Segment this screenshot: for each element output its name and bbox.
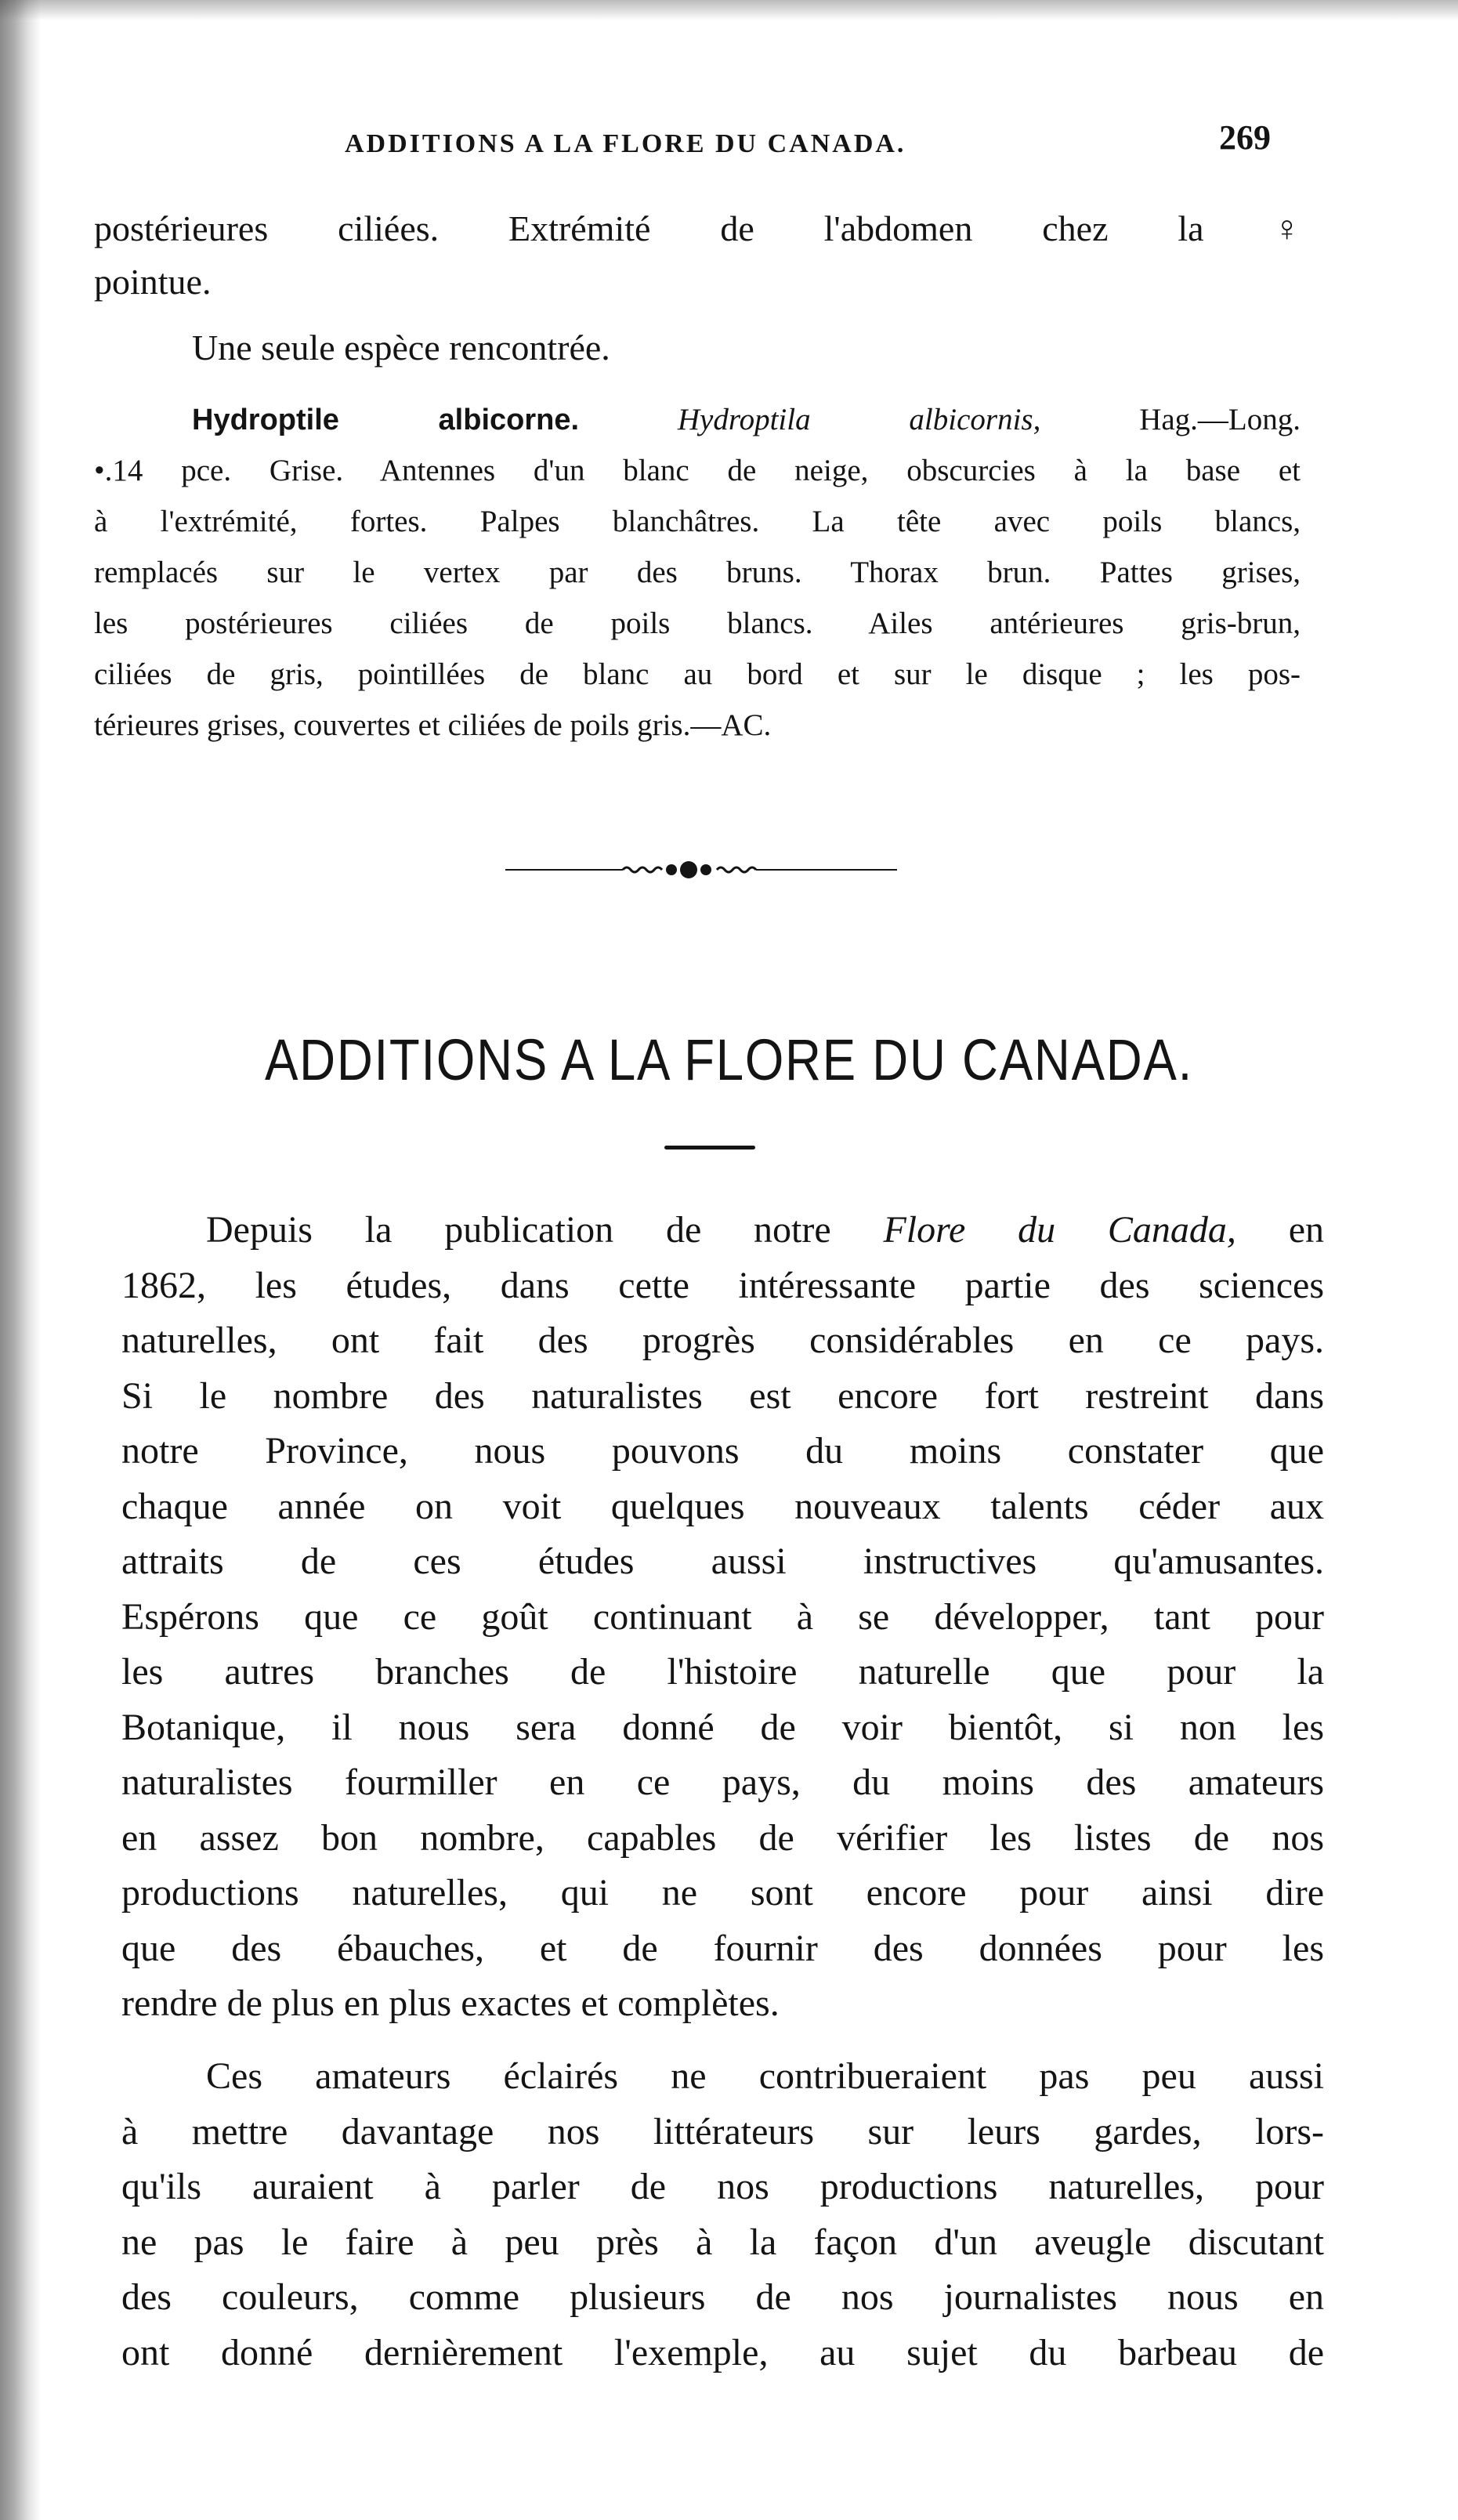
top-paragraph xyxy=(94,202,1301,309)
running-title: ADDITIONS A LA FLORE DU CANADA. xyxy=(345,129,906,158)
paragraph-1-first-line xyxy=(121,1203,1324,1258)
text-line: Ces amateurs éclairés ne contribueraient pas peu aussi xyxy=(206,2055,1324,2097)
species-intro: Une seule espèce rencontrée. xyxy=(192,328,610,368)
text-line: productions naturelles, qui ne sont encore pour ainsi dire xyxy=(121,1872,1324,1914)
text-line: chaque année on voit quelques nouveaux talents céder aux xyxy=(121,1485,1324,1527)
text-line: rendre de plus en plus exactes et complètes. xyxy=(121,1982,780,2024)
text-line: à mettre davantage nos littérateurs sur leurs gardes, lors- xyxy=(121,2110,1324,2152)
text-line: naturalistes fourmiller en ce pays, du moins des amateurs xyxy=(121,1761,1324,1803)
text-line: à l'extrémité, fortes. Palpes blanchâtres. La tête avec poils blancs, xyxy=(94,505,1301,538)
species-heading-tail: Hag.—Long. xyxy=(1139,403,1301,436)
text-line: ne pas le faire à peu près à la façon d'un aveugle discutant xyxy=(121,2221,1324,2263)
text-line: térieures grises, couvertes et ciliées de poils gris.—AC. xyxy=(94,708,772,742)
text-line: Botanique, il nous sera donné de voir bientôt, si non les xyxy=(121,1706,1324,1748)
text-line: pointue. xyxy=(94,262,212,302)
text-line: naturelles, ont fait des progrès considérables en ce pays. xyxy=(121,1320,1324,1361)
text-line: attraits de ces études aussi instructives qu'amusantes. xyxy=(121,1541,1324,1582)
text-line: que des ébauches, et de fournir des données pour les xyxy=(121,1927,1324,1969)
paragraph-1 xyxy=(121,1203,1324,2032)
text-line: qu'ils auraient à parler de nos productions naturelles, pour xyxy=(121,2166,1324,2207)
text-line: remplacés sur le vertex par des bruns. Thorax brun. Pattes grises, xyxy=(94,556,1301,589)
text-line: des couleurs, comme plusieurs de nos journalistes nous en xyxy=(121,2276,1324,2318)
species-entry xyxy=(94,394,1301,751)
scan-edge-shadow xyxy=(0,0,41,2520)
text-line: Si le nombre des naturalistes est encore fort restreint dans xyxy=(121,1374,1324,1417)
first-line-end: en xyxy=(1288,1209,1324,1251)
first-line-start: Depuis la publication de notre xyxy=(206,1209,831,1251)
title-rule xyxy=(664,1146,755,1150)
page-number: 269 xyxy=(1219,118,1271,157)
text-line: ciliées de gris, pointillées de blanc au bord et sur le disque ; les pos- xyxy=(94,657,1301,691)
ornament-divider xyxy=(505,854,897,885)
text-line: 1862, les études, dans cette intéressante partie des sciences xyxy=(121,1264,1324,1306)
text-line: postérieures ciliées. Extrémité de l'abdomen chez la ♀ xyxy=(94,208,1301,248)
species-common-name: Hydroptile albicorne. xyxy=(192,404,580,436)
text-line: Espérons que ce goût continuant à se développer, tant pour xyxy=(121,1595,1324,1638)
species-latin-name: Hydroptila albicornis, xyxy=(677,403,1041,436)
species-heading-line xyxy=(94,394,1301,445)
text-line: en assez bon nombre, capables de vérifier les listes de nos xyxy=(121,1816,1324,1859)
section-title: ADDITIONS A LA FLORE DU CANADA. xyxy=(265,1027,1193,1092)
text-line: les autres branches de l'histoire naturelle que pour la xyxy=(121,1651,1324,1693)
scan-top-shadow xyxy=(0,0,1458,20)
text-line: •.14 pce. Grise. Antennes d'un blanc de neige, obscurcies à la base et xyxy=(94,454,1301,487)
text-line: les postérieures ciliées de poils blancs. Ailes antérieures gris-brun, xyxy=(94,606,1301,640)
text-line: notre Province, nous pouvons du moins constater que xyxy=(121,1430,1324,1472)
text-line: ont donné dernièrement l'exemple, au sujet du barbeau de xyxy=(121,2331,1324,2373)
species-intro-block xyxy=(94,321,1301,375)
book-title-italic: Flore du Canada, xyxy=(883,1209,1236,1251)
paragraph-2 xyxy=(121,2049,1324,2381)
